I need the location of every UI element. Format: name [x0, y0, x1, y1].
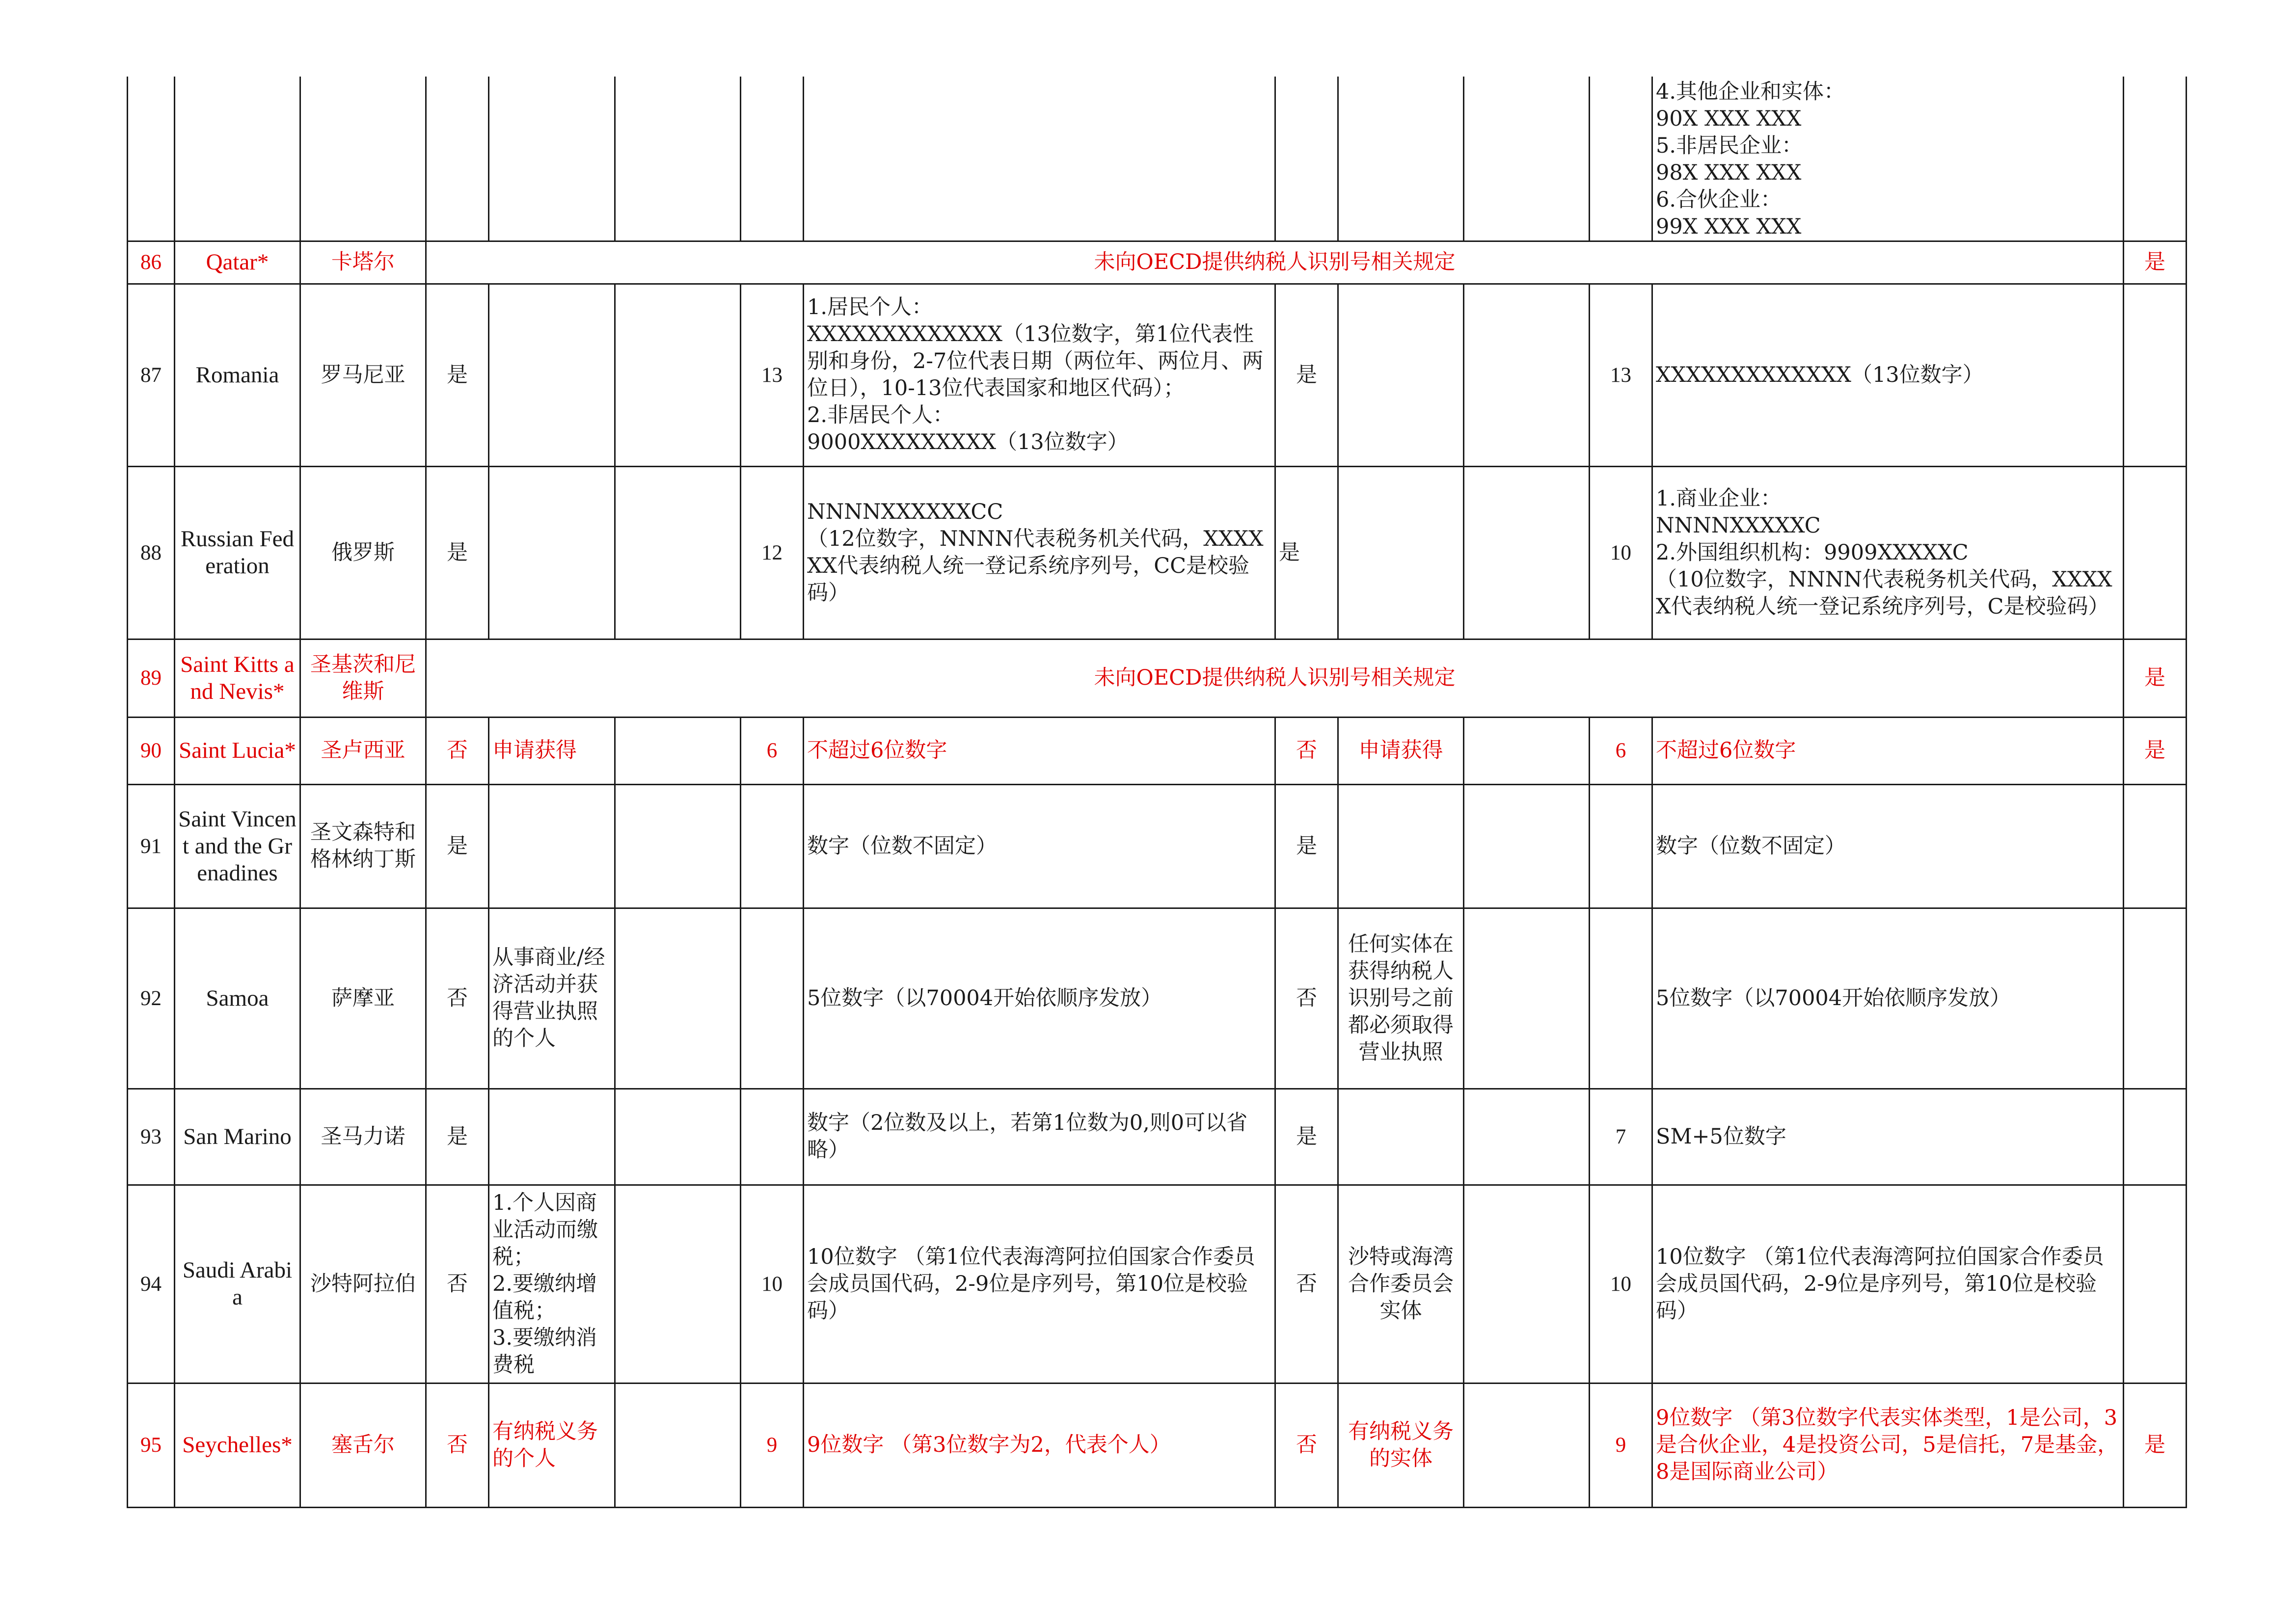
- last-flag: [2124, 1185, 2187, 1383]
- entity-blank: [1464, 1185, 1590, 1383]
- entity-blank: [1464, 784, 1590, 908]
- cell-blank: [1464, 77, 1590, 241]
- individual-issuance: [489, 284, 615, 466]
- country-name-cn: 卡塔尔: [300, 241, 426, 284]
- last-flag: 是: [2124, 241, 2187, 284]
- individual-issuance: 有纳税义务的个人: [489, 1383, 615, 1507]
- individual-has-tin: 否: [426, 1185, 489, 1383]
- table-row: [128, 639, 2187, 717]
- individual-length: [741, 1089, 804, 1185]
- cell-blank: [175, 77, 300, 241]
- cell-blank: [741, 77, 804, 241]
- entity-blank: [1464, 284, 1590, 466]
- cell-blank: [1338, 77, 1464, 241]
- individual-length: 13: [741, 284, 804, 466]
- entity-rule: 不超过6位数字: [1652, 717, 2124, 784]
- country-name-cn: 萨摩亚: [300, 908, 426, 1089]
- entity-rule: XXXXXXXXXXXXX（13位数字）: [1652, 284, 2124, 466]
- entity-length: 13: [1590, 284, 1652, 466]
- entity-has-tin: 是: [1275, 284, 1338, 466]
- entity-length: [1590, 784, 1652, 908]
- individual-has-tin: 否: [426, 908, 489, 1089]
- last-flag: [2124, 466, 2187, 639]
- entity-rule: 5位数字（以70004开始依顺序发放）: [1652, 908, 2124, 1089]
- last-flag: [2124, 784, 2187, 908]
- last-flag: [2124, 1089, 2187, 1185]
- individual-length: [741, 784, 804, 908]
- entity-has-tin: 是: [1275, 784, 1338, 908]
- entity-rule: 9位数字 （第3位数字代表实体类型，1是公司，3是合伙企业，4是投资公司，5是信托，7是基金，8是国际商业公司）: [1652, 1383, 2124, 1507]
- entity-has-tin: 是: [1275, 1089, 1338, 1185]
- entity-issuance: 任何实体在获得纳税人识别号之前都必须取得营业执照: [1338, 908, 1464, 1089]
- table-row: [128, 717, 2187, 784]
- entity-blank: [1464, 466, 1590, 639]
- row-number: 95: [128, 1383, 175, 1507]
- merged-note: 未向OECD提供纳税人识别号相关规定: [426, 241, 2124, 284]
- entity-issuance: [1338, 1089, 1464, 1185]
- entity-has-tin: 是: [1275, 466, 1338, 639]
- table-row: [128, 284, 2187, 466]
- row-number: 94: [128, 1185, 175, 1383]
- individual-issuance: 从事商业/经济活动并获得营业执照的个人: [489, 908, 615, 1089]
- table-row: [128, 1089, 2187, 1185]
- cell-blank: [1590, 77, 1652, 241]
- cell-blank: [1275, 77, 1338, 241]
- last-flag: 是: [2124, 1383, 2187, 1507]
- entity-rule: 10位数字 （第1位代表海湾阿拉伯国家合作委员会成员国代码，2-9位是序列号，第10位是校验码）: [1652, 1185, 2124, 1383]
- cell-blank: [2124, 77, 2187, 241]
- cell-blank: [615, 77, 741, 241]
- table-row-continuation: [128, 77, 2187, 241]
- country-name-cn: 圣基茨和尼维斯: [300, 639, 426, 717]
- entity-blank: [1464, 908, 1590, 1089]
- entity-has-tin: 否: [1275, 908, 1338, 1089]
- tin-rules-table: [127, 77, 2187, 1508]
- country-name-cn: 沙特阿拉伯: [300, 1185, 426, 1383]
- entity-issuance: [1338, 284, 1464, 466]
- country-name-cn: 罗马尼亚: [300, 284, 426, 466]
- entity-has-tin: 否: [1275, 1185, 1338, 1383]
- row-number: 88: [128, 466, 175, 639]
- country-name-cn: 圣马力诺: [300, 1089, 426, 1185]
- entity-length: 10: [1590, 466, 1652, 639]
- last-flag: 是: [2124, 717, 2187, 784]
- individual-has-tin: 是: [426, 466, 489, 639]
- entity-length: [1590, 908, 1652, 1089]
- last-flag: [2124, 908, 2187, 1089]
- individual-has-tin: 是: [426, 1089, 489, 1185]
- entity-issuance: [1338, 784, 1464, 908]
- country-name-en: Saint Kitts and Nevis*: [175, 639, 300, 717]
- individual-rule: 10位数字 （第1位代表海湾阿拉伯国家合作委员会成员国代码，2-9位是序列号，第10位是校验码）: [804, 1185, 1275, 1383]
- individual-rule: NNNNXXXXXXCC （12位数字，NNNN代表税务机关代码，XXXXXX代表纳税人统一登记系统序列号，CC是校验码）: [804, 466, 1275, 639]
- individual-rule: 数字（2位数及以上，若第1位数为0,则0可以省略）: [804, 1089, 1275, 1185]
- cell-blank: [804, 77, 1275, 241]
- cell-blank: [426, 77, 489, 241]
- last-flag: 是: [2124, 639, 2187, 717]
- individual-blank: [615, 717, 741, 784]
- individual-has-tin: 否: [426, 1383, 489, 1507]
- entity-has-tin: 否: [1275, 1383, 1338, 1507]
- row-number: 93: [128, 1089, 175, 1185]
- table-row: [128, 784, 2187, 908]
- individual-length: 9: [741, 1383, 804, 1507]
- country-name-en: Seychelles*: [175, 1383, 300, 1507]
- individual-has-tin: 否: [426, 717, 489, 784]
- cell-blank: [300, 77, 426, 241]
- country-name-en: Saudi Arabia: [175, 1185, 300, 1383]
- entity-issuance: 申请获得: [1338, 717, 1464, 784]
- row-number: 90: [128, 717, 175, 784]
- row-number: 89: [128, 639, 175, 717]
- entity-issuance: 有纳税义务的实体: [1338, 1383, 1464, 1507]
- entity-rule: 数字（位数不固定）: [1652, 784, 2124, 908]
- individual-rule: 1.居民个人： XXXXXXXXXXXXX（13位数字，第1位代表性别和身份，2-7位代表日期（两位年、两位月、两位日），10-13位代表国家和地区代码）； 2.非居民个人： 9000XXXXXXXXX（13位数字）: [804, 284, 1275, 466]
- entity-has-tin: 否: [1275, 717, 1338, 784]
- entity-blank: [1464, 1089, 1590, 1185]
- individual-blank: [615, 284, 741, 466]
- entity-length: 9: [1590, 1383, 1652, 1507]
- individual-issuance: [489, 784, 615, 908]
- individual-blank: [615, 466, 741, 639]
- entity-issuance: 沙特或海湾合作委员会实体: [1338, 1185, 1464, 1383]
- individual-issuance: [489, 466, 615, 639]
- individual-has-tin: 是: [426, 784, 489, 908]
- entity-length: 6: [1590, 717, 1652, 784]
- individual-rule: 9位数字 （第3位数字为2，代表个人）: [804, 1383, 1275, 1507]
- individual-length: 12: [741, 466, 804, 639]
- individual-rule: 5位数字（以70004开始依顺序发放）: [804, 908, 1275, 1089]
- entity-length: 7: [1590, 1089, 1652, 1185]
- entity-length: 10: [1590, 1185, 1652, 1383]
- entity-blank: [1464, 717, 1590, 784]
- table-row: [128, 1383, 2187, 1507]
- individual-blank: [615, 1185, 741, 1383]
- country-name-en: Romania: [175, 284, 300, 466]
- country-name-cn: 塞舌尔: [300, 1383, 426, 1507]
- country-name-en: Saint Lucia*: [175, 717, 300, 784]
- table-row: [128, 241, 2187, 284]
- entity-rule: SM+5位数字: [1652, 1089, 2124, 1185]
- individual-rule: 不超过6位数字: [804, 717, 1275, 784]
- entity-blank: [1464, 1383, 1590, 1507]
- table-row: [128, 908, 2187, 1089]
- country-name-cn: 圣卢西亚: [300, 717, 426, 784]
- entity-issuance: [1338, 466, 1464, 639]
- individual-blank: [615, 784, 741, 908]
- individual-rule: 数字（位数不固定）: [804, 784, 1275, 908]
- individual-issuance: 1.个人因商业活动而缴税； 2.要缴纳增值税； 3.要缴纳消费税: [489, 1185, 615, 1383]
- individual-blank: [615, 1089, 741, 1185]
- merged-note: 未向OECD提供纳税人识别号相关规定: [426, 639, 2124, 717]
- entity-rule-cell: 4.其他企业和实体： 90X XXX XXX 5.非居民企业： 98X XXX XXX 6.合伙企业： 99X XXX XXX: [1652, 77, 2124, 241]
- individual-length: [741, 908, 804, 1089]
- table-row: [128, 1185, 2187, 1383]
- row-number: 86: [128, 241, 175, 284]
- individual-issuance: [489, 1089, 615, 1185]
- country-name-en: Qatar*: [175, 241, 300, 284]
- country-name-en: San Marino: [175, 1089, 300, 1185]
- table-row: [128, 466, 2187, 639]
- individual-length: 10: [741, 1185, 804, 1383]
- individual-length: 6: [741, 717, 804, 784]
- row-number: 87: [128, 284, 175, 466]
- individual-issuance: 申请获得: [489, 717, 615, 784]
- row-number: 91: [128, 784, 175, 908]
- individual-blank: [615, 1383, 741, 1507]
- country-name-en: Saint Vincent and the Grenadines: [175, 784, 300, 908]
- entity-rule: 1.商业企业： NNNNXXXXXC 2.外国组织机构：9909XXXXXC （10位数字，NNNN代表税务机关代码，XXXXX代表纳税人统一登记系统序列号，C是校验码）: [1652, 466, 2124, 639]
- country-name-cn: 俄罗斯: [300, 466, 426, 639]
- cell-blank: [489, 77, 615, 241]
- individual-has-tin: 是: [426, 284, 489, 466]
- country-name-en: Samoa: [175, 908, 300, 1089]
- country-name-cn: 圣文森特和格林纳丁斯: [300, 784, 426, 908]
- country-name-en: Russian Federation: [175, 466, 300, 639]
- individual-blank: [615, 908, 741, 1089]
- cell-blank: [128, 77, 175, 241]
- row-number: 92: [128, 908, 175, 1089]
- last-flag: [2124, 284, 2187, 466]
